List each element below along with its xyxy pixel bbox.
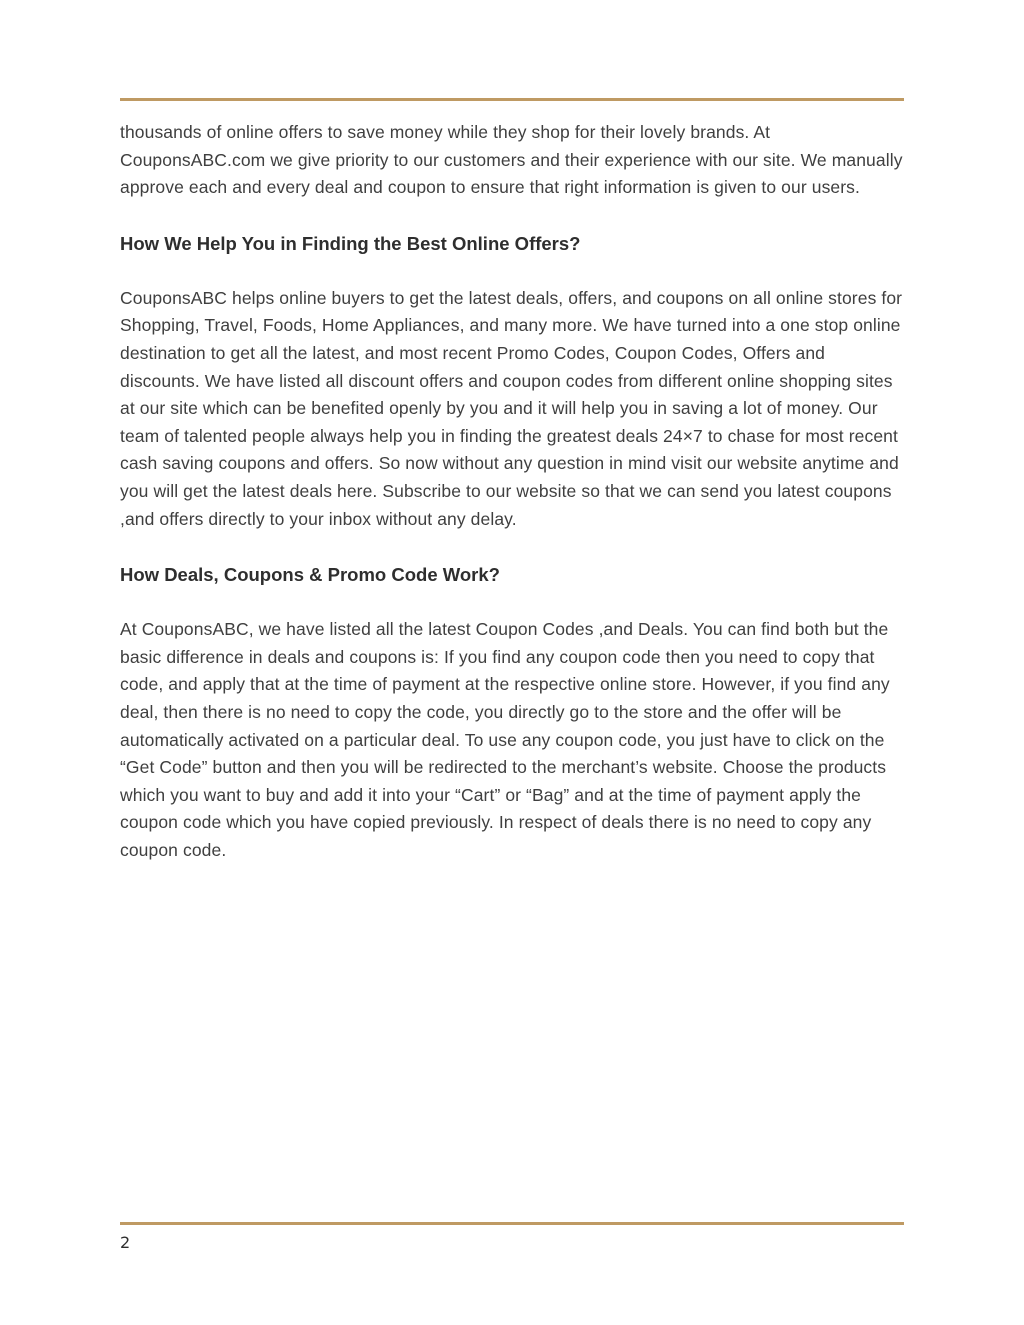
bottom-divider <box>120 1222 904 1225</box>
heading-how-deals-work: How Deals, Coupons & Promo Code Work? <box>120 564 500 586</box>
document-content <box>120 98 904 892</box>
page-footer <box>120 1222 904 1252</box>
paragraph-how-we-help: CouponsABC helps online buyers to get the latest deals, offers, and coupons on all online stores for Shopping, Travel, Foods, Home Appliances, and many more. We have turned into a one stop online destination to get all the latest, and most recent Promo Codes, Coupon Codes, Offers and discounts. We have listed all discount offers and coupon codes from different online shopping sites at our site which can be benefited openly by you and it will help you in saving a lot of money. Our team of talented people always help you in finding the greatest deals 24×7 to chase for most recent cash saving coupons and offers. So now without any question in mind visit our website anytime and you will get the latest deals here. Subscribe to our website so that we can send you latest coupons ,and offers directly to your inbox without any delay. <box>120 287 903 529</box>
paragraph-how-deals-work: At CouponsABC, we have listed all the latest Coupon Codes ,and Deals. You can find both but the basic difference in deals and coupons is: If you find any coupon code then you need to copy that code, and apply that at the time of payment at the respective online store. However, if you find any deal, then there is no need to copy the code, you directly go to the store and the offer will be automatically activated on a particular deal. To use any coupon code, you just have to click on the “Get Code” button and then you will be redirected to the merchant’s website. Choose the products which you want to buy and add it into your “Cart” or “Bag” and at the time of payment apply the coupon code which you have copied previously. In respect of deals there is no need to copy any coupon code. <box>120 619 890 860</box>
top-divider <box>120 98 904 101</box>
page-number: 2 <box>120 1233 131 1252</box>
heading-how-we-help: How We Help You in Finding the Best Online Offers? <box>120 232 581 254</box>
paragraph-intro: thousands of online offers to save money while they shop for their lovely brands. At CouponsABC.com we give priority to our customers and their experience with our site. We manually approve each and every deal and coupon to ensure that right information is given to our users. <box>120 122 903 198</box>
